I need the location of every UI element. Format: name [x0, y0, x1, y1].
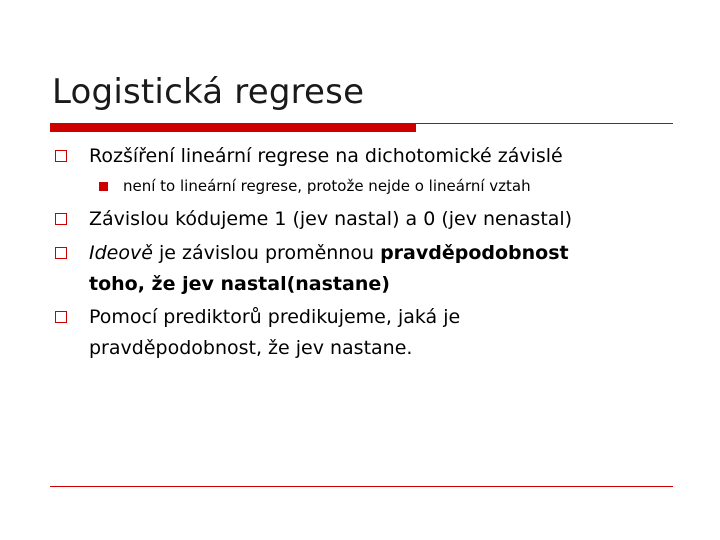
bullet-text-line: [89, 242, 569, 265]
filled-square-bullet-icon: [99, 182, 108, 191]
hollow-square-bullet-icon: [55, 150, 67, 162]
bullet-text-line: Pomocí prediktorů predikujeme, jaká je: [89, 306, 461, 328]
slide-title: Logistická regrese: [52, 72, 365, 112]
italic-emphasis: Ideově: [89, 242, 153, 264]
title-accent-bar: [50, 124, 416, 132]
bullet-text-continuation: toho, že jev nastal(nastane): [89, 273, 390, 295]
bottom-divider-line: [50, 486, 673, 487]
hollow-square-bullet-icon: [55, 247, 67, 259]
bullet-text: Závislou kódujeme 1 (jev nastal) a 0 (jev nenastal): [89, 208, 573, 230]
bullet-text-continuation: pravděpodobnost, že jev nastane.: [89, 337, 413, 359]
sub-bullet-text: není to lineární regrese, protože nejde o lineární vztah: [123, 177, 531, 195]
bullet-text: Rozšíření lineární regrese na dichotomické závislé: [89, 145, 563, 167]
plain-text: je závislou proměnnou: [152, 242, 381, 264]
hollow-square-bullet-icon: [55, 213, 67, 225]
bold-emphasis: pravděpodobnost: [380, 242, 569, 264]
hollow-square-bullet-icon: [55, 311, 67, 323]
